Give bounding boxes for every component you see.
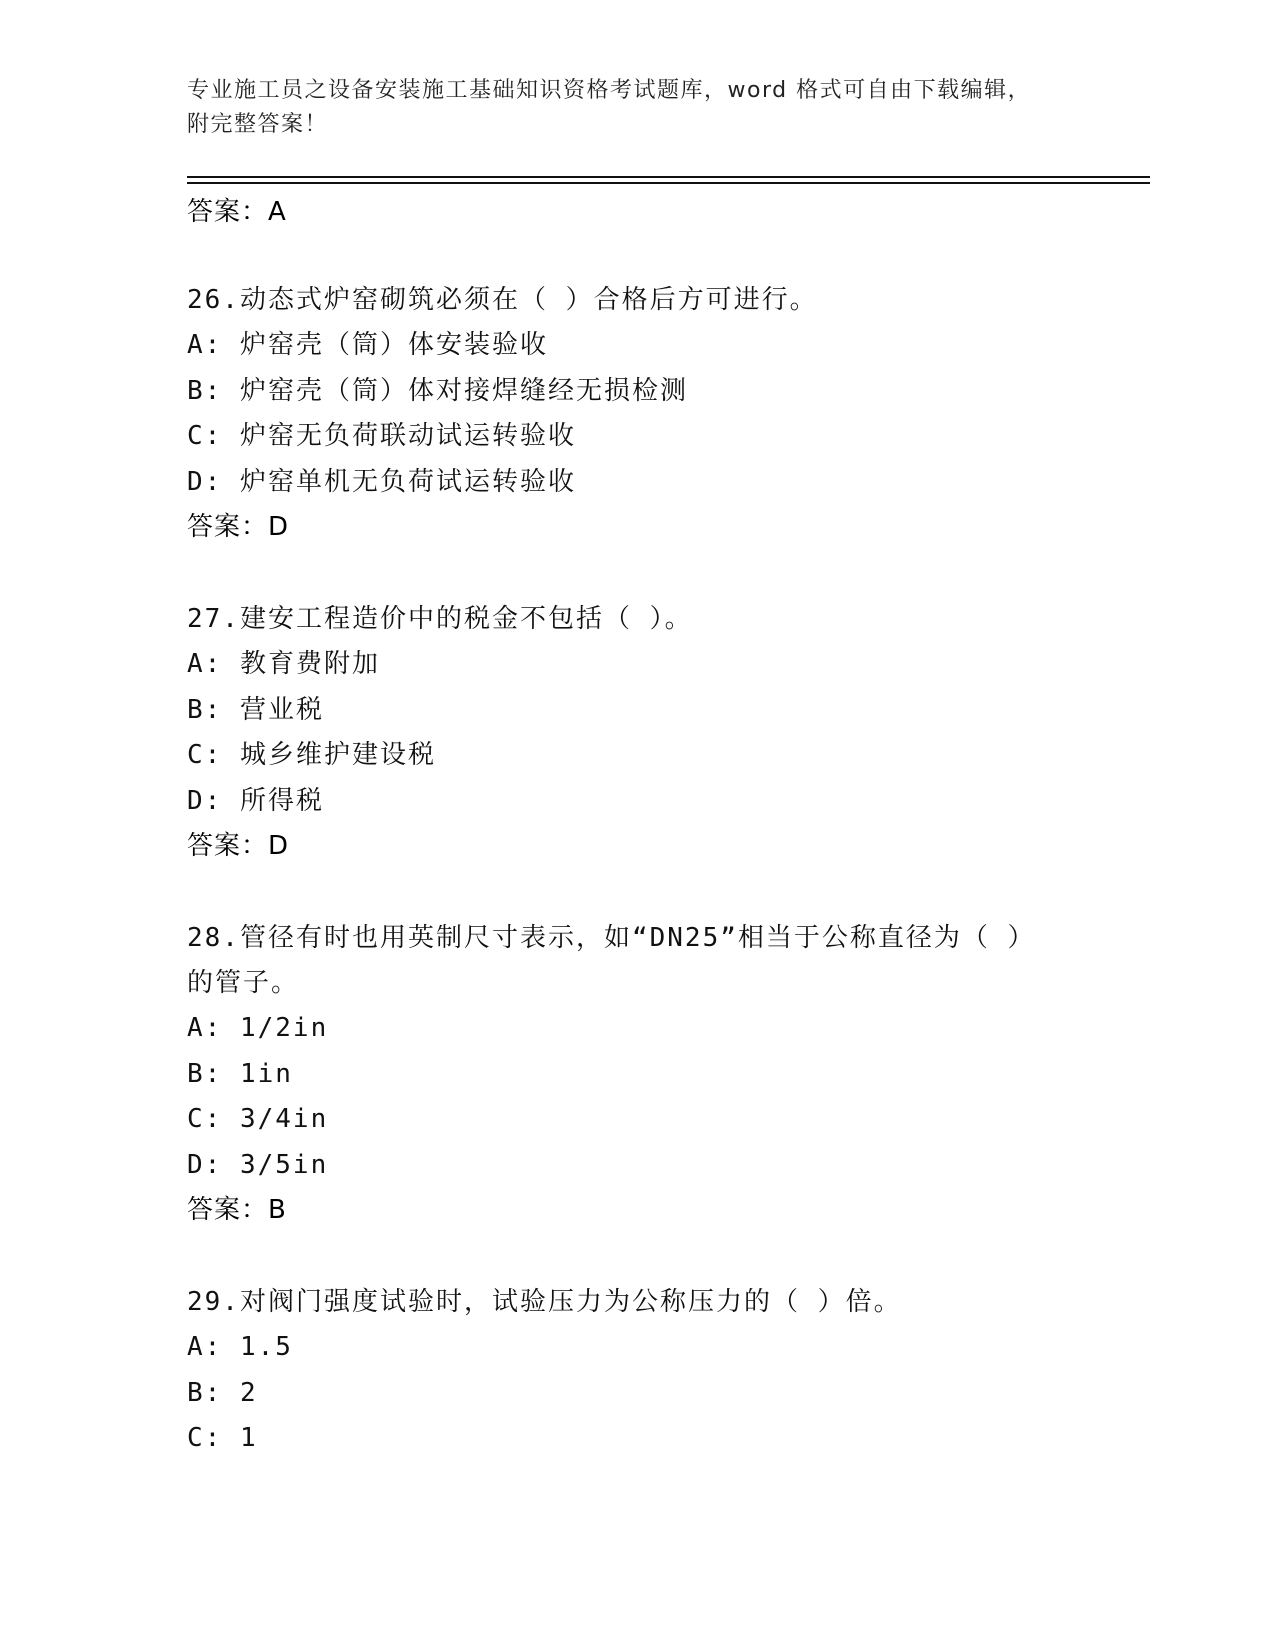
header-line-2: 附完整答案！: [187, 112, 329, 137]
answer-line: 答案：D: [187, 831, 290, 861]
option-a: A: 1/2in: [187, 1013, 329, 1043]
question-list: [187, 190, 1087, 1462]
question-block: [187, 916, 1087, 1233]
option-c: C: 3/4in: [187, 1104, 329, 1134]
option-d: D: 3/5in: [187, 1149, 329, 1180]
header-rule-top: [187, 176, 1150, 178]
header-rule-bottom: [187, 182, 1150, 184]
option-b: B: 炉窑壳（筒）体对接焊缝经无损检测: [187, 375, 688, 406]
answer-line: 答案：B: [187, 1195, 287, 1225]
option-a: A: 炉窑壳（筒）体安装验收: [187, 330, 548, 360]
question-stem: 28.管径有时也用英制尺寸表示，如“DN25”相当于公称直径为（ ）的管子。: [187, 923, 1023, 998]
option-a: A: 教育费附加: [187, 649, 380, 679]
option-a: A: 1.5: [187, 1332, 293, 1362]
option-d: D: 所得税: [187, 785, 324, 816]
question-block: [187, 278, 1087, 550]
option-b: B: 营业税: [187, 694, 324, 725]
answer-line: 答案：D: [187, 512, 290, 542]
option-b: B: 1in: [187, 1058, 293, 1089]
question-stem: 29.对阀门强度试验时，试验压力为公称压力的（ ）倍。: [187, 1287, 902, 1317]
document-header: [187, 74, 1067, 142]
question-block: [187, 1280, 1087, 1462]
option-c: C: 1: [187, 1423, 258, 1453]
option-c: C: 城乡维护建设税: [187, 740, 436, 770]
question-stem: 27.建安工程造价中的税金不包括（ ）。: [187, 604, 693, 634]
question-stem: 26.动态式炉窑砌筑必须在（ ）合格后方可进行。: [187, 285, 818, 315]
header-line-1: 专业施工员之设备安装施工基础知识资格考试题库，word 格式可自由下载编辑，: [187, 78, 1032, 103]
question-block: [187, 597, 1087, 869]
option-b: B: 2: [187, 1377, 258, 1408]
option-c: C: 炉窑无负荷联动试运转验收: [187, 421, 576, 451]
option-d: D: 炉窑单机无负荷试运转验收: [187, 466, 576, 497]
answer-line: 答案：A: [187, 197, 287, 227]
